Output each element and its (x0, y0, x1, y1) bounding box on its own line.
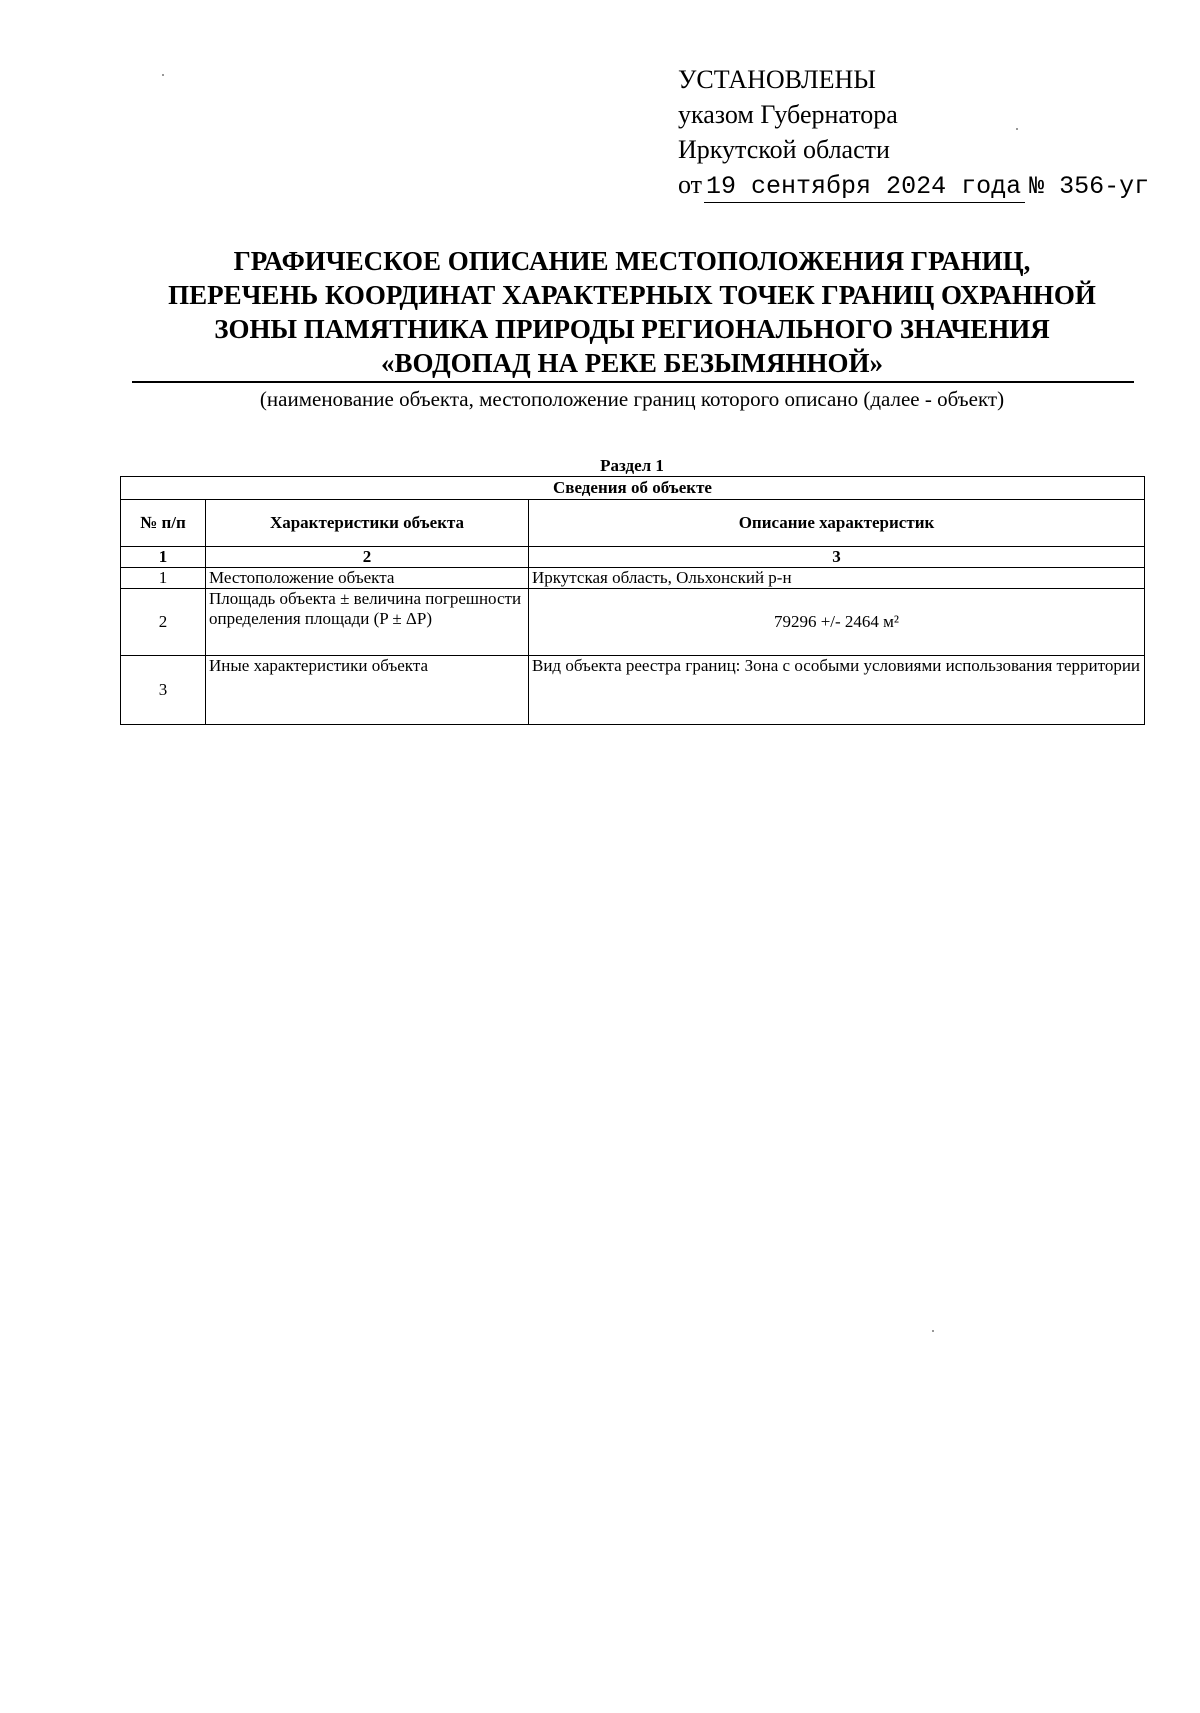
approval-decree-line: указом Губернатора (678, 100, 898, 129)
table-caption: Сведения об объекте (121, 477, 1145, 500)
row-description: Иркутская область, Ольхонский р-н (529, 568, 1145, 589)
row-num: 2 (121, 589, 206, 656)
table-row (121, 656, 1145, 725)
table-index-row (121, 547, 1145, 568)
approval-date-line (678, 167, 1149, 204)
approval-heading: УСТАНОВЛЕНЫ (678, 65, 876, 94)
approval-number: № 356-уг (1029, 172, 1150, 201)
scan-speck (932, 1330, 934, 1332)
table-row (121, 568, 1145, 589)
row-description: Вид объекта реестра границ: Зона с особыми условиями использования территории (529, 656, 1145, 725)
header-characteristic: Характеристики объекта (206, 500, 529, 547)
index-cell-3: 3 (529, 547, 1145, 568)
header-num: № п/п (121, 500, 206, 547)
title-line-4: «ВОДОПАД НА РЕКЕ БЕЗЫМЯННОЙ» (380, 348, 884, 378)
index-cell-2: 2 (206, 547, 529, 568)
header-description: Описание характеристик (529, 500, 1145, 547)
table-header-row (121, 500, 1145, 547)
row-characteristic: Иные характеристики объекта (206, 656, 529, 725)
row-num: 3 (121, 656, 206, 725)
approval-region-line: Иркутской области (678, 135, 890, 164)
row-characteristic: Площадь объекта ± величина погрешности определения площади (P ± ΔP) (206, 589, 529, 656)
scan-speck (1016, 128, 1018, 130)
title-line-1: ГРАФИЧЕСКОЕ ОПИСАНИЕ МЕСТОПОЛОЖЕНИЯ ГРАНИЦ, (233, 246, 1031, 276)
table-row (121, 589, 1145, 656)
scan-speck (162, 74, 164, 76)
title-line-3: ЗОНЫ ПАМЯТНИКА ПРИРОДЫ РЕГИОНАЛЬНОГО ЗНАЧЕНИЯ (214, 314, 1050, 344)
index-cell-1: 1 (121, 547, 206, 568)
row-num: 1 (121, 568, 206, 589)
approval-date: 19 сентября 2024 года (704, 172, 1025, 203)
approval-date-prefix: от (678, 170, 703, 199)
row-description: 79296 +/- 2464 м² (529, 589, 1145, 656)
title-line-2: ПЕРЕЧЕНЬ КООРДИНАТ ХАРАКТЕРНЫХ ТОЧЕК ГРАНИЦ ОХРАННОЙ (168, 280, 1096, 310)
document-title (130, 244, 1134, 380)
row-characteristic: Местоположение объекта (206, 568, 529, 589)
title-underline (132, 381, 1134, 383)
object-info-table (120, 476, 1145, 725)
title-caption: (наименование объекта, местоположение границ которого описано (далее - объект) (259, 387, 1005, 411)
approval-stamp (678, 62, 1149, 204)
table-caption-row (121, 477, 1145, 500)
section-label: Раздел 1 (600, 456, 664, 475)
